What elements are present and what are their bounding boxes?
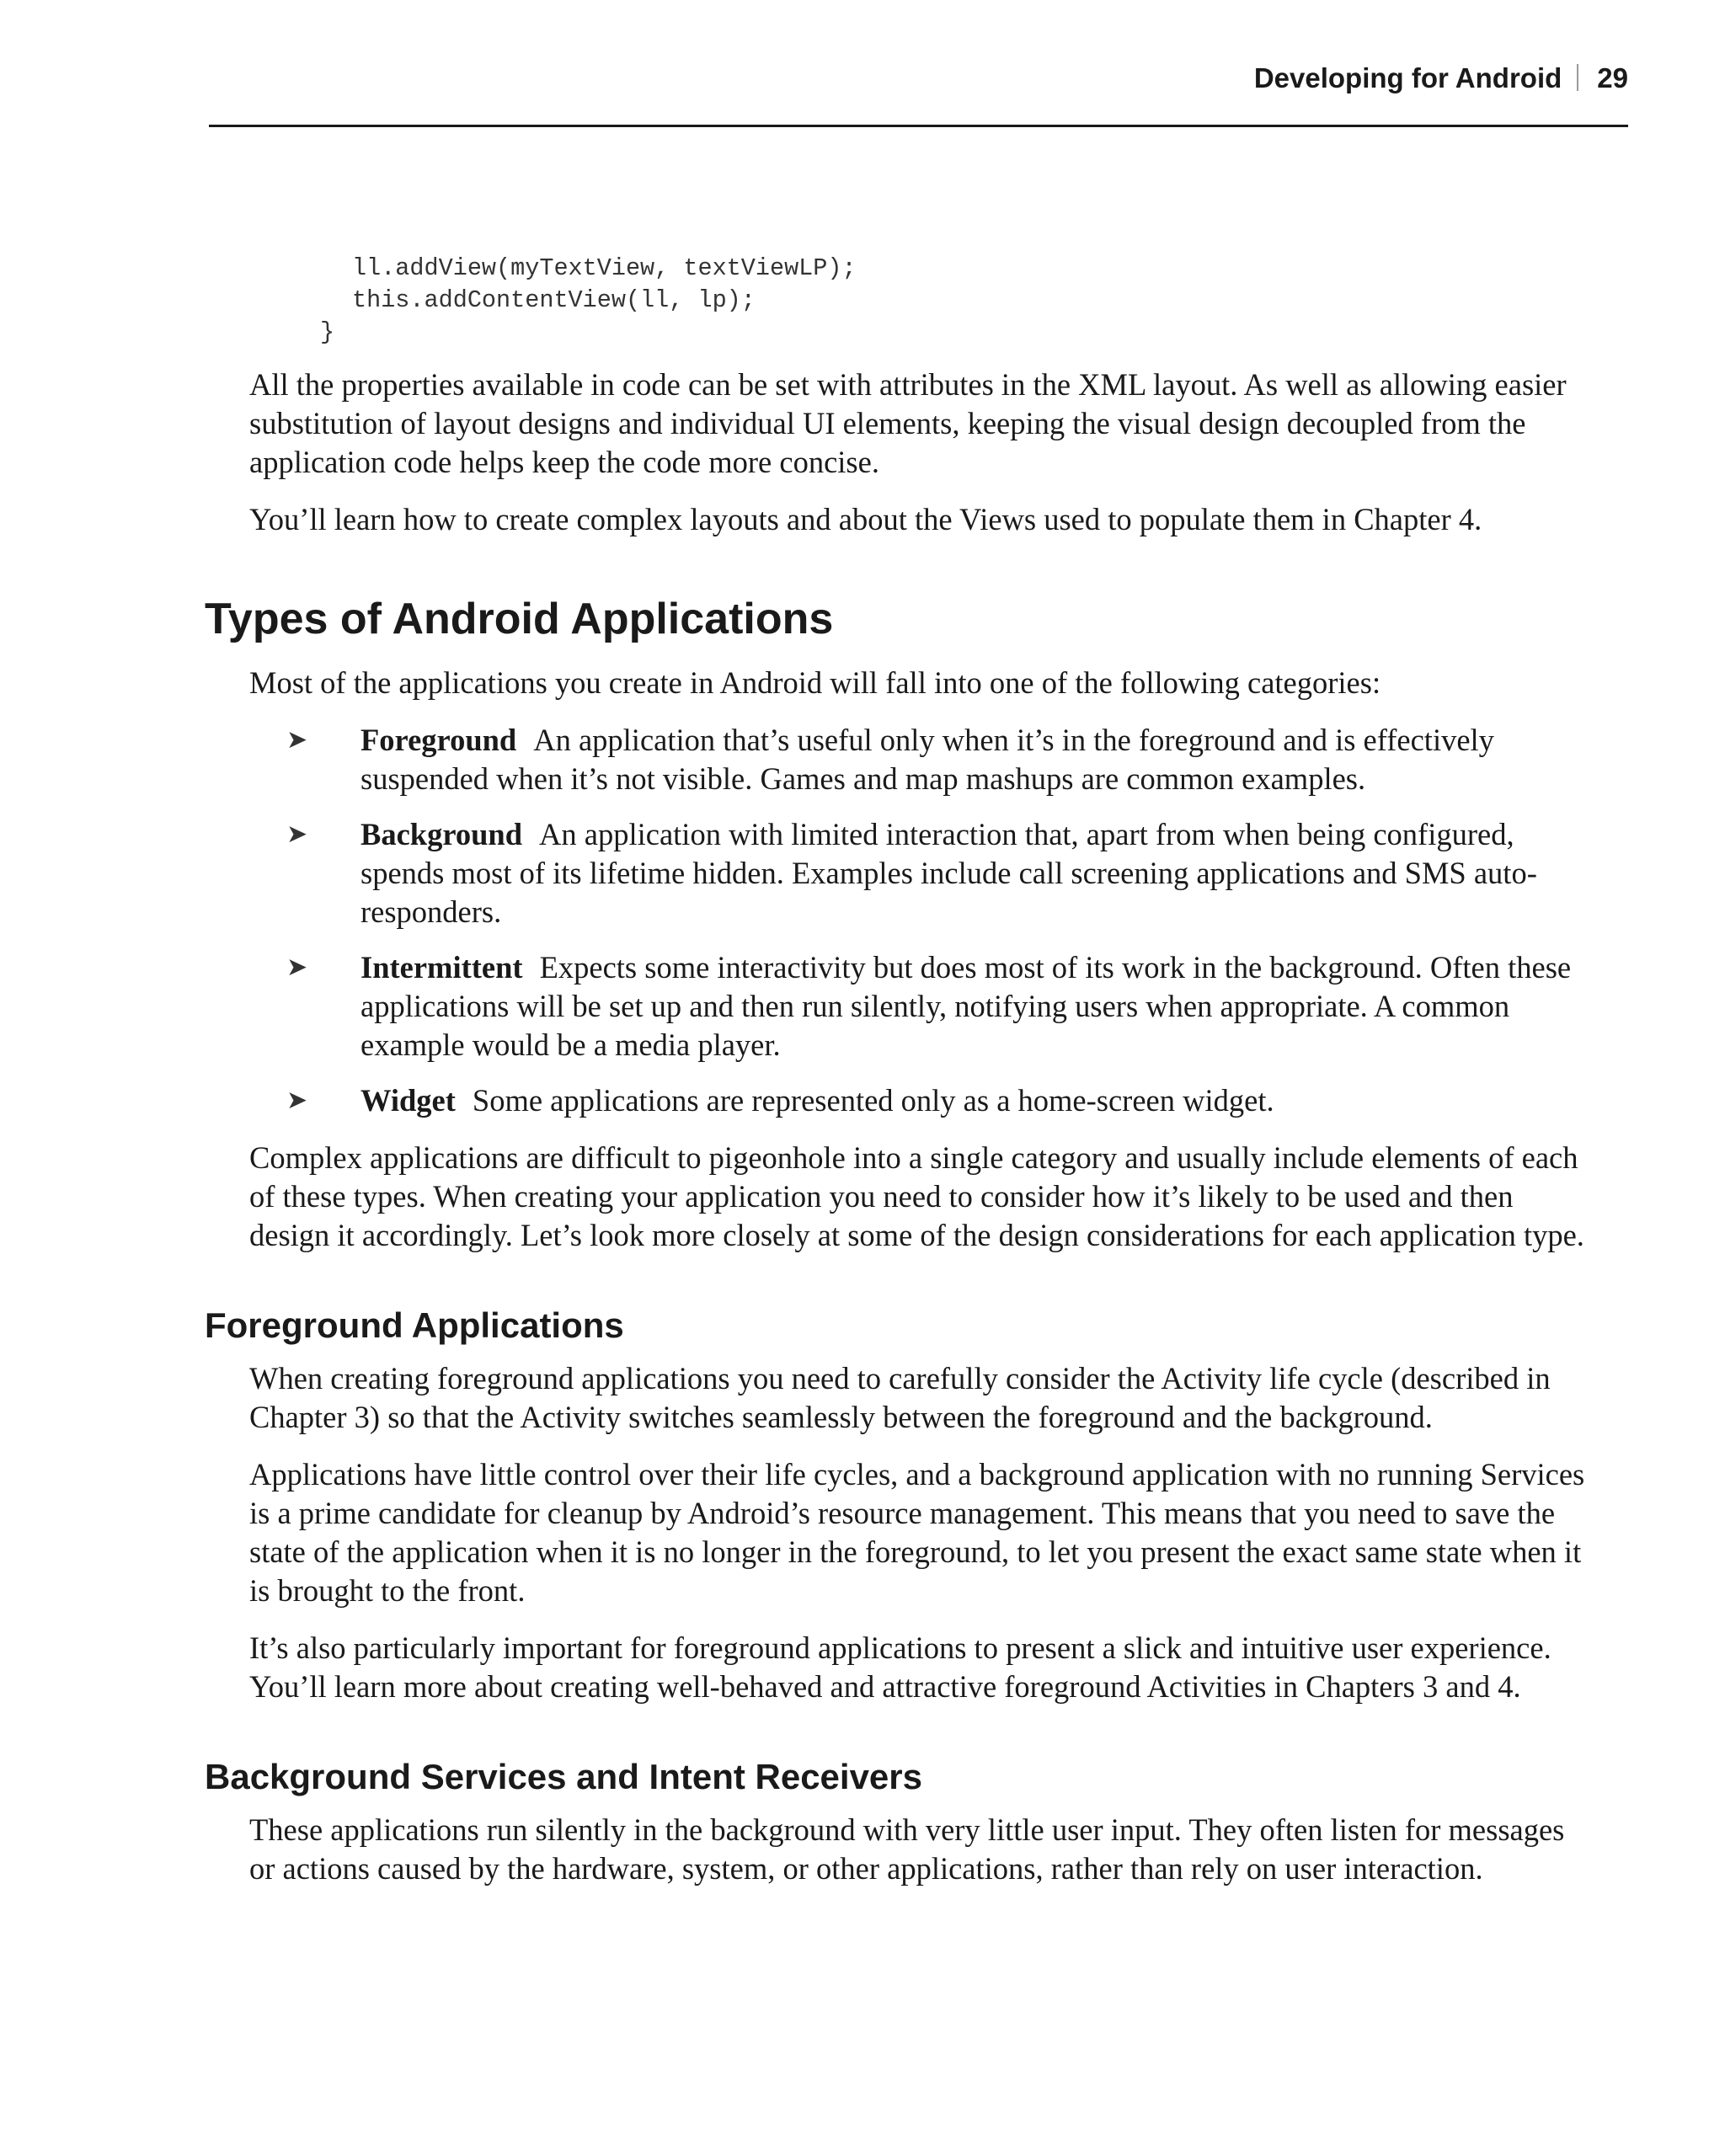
intro-paragraph-2: You’ll learn how to create complex layouts and about the Views used to populate them in Chapter 4. bbox=[249, 502, 1482, 536]
foreground-paragraph-3: It’s also particularly important for foreground applications to present a slick and intuitive user experience. You’ll learn more about creating well-behaved and attractive foreground Activities in Chapters 3 and 4. bbox=[249, 1630, 1551, 1704]
list-item-text: An application that’s useful only when it’s in the foreground and is effectively suspended when it’s not visible. Games and map mashups are common examples. bbox=[360, 723, 1494, 796]
list-item-term: Widget bbox=[360, 1083, 456, 1118]
app-types-list bbox=[0, 721, 1725, 1120]
code-block bbox=[0, 253, 1725, 349]
arrow-bullet-icon: ➤ bbox=[286, 725, 308, 755]
header-section-title: Developing for Android bbox=[1253, 62, 1562, 93]
foreground-paragraph-2: Applications have little control over their life cycles, and a background application with no running Services is a prime candidate for cleanup by Android’s resource management. This means that you need to save the state of the application when it is no longer in the foreground, to let you present the exact same state when it is brought to the front. bbox=[249, 1457, 1585, 1608]
list-item-intermittent bbox=[286, 948, 1573, 1065]
arrow-bullet-icon: ➤ bbox=[286, 819, 308, 849]
list-item-widget bbox=[286, 1081, 1573, 1120]
subsection-heading-foreground: Foreground Applications bbox=[205, 1305, 624, 1345]
code-line: ll.addView(myTextView, textViewLP); bbox=[352, 254, 857, 282]
list-item-foreground bbox=[286, 721, 1573, 798]
list-item-text: Some applications are represented only as a home-screen widget. bbox=[472, 1083, 1274, 1118]
arrow-bullet-icon: ➤ bbox=[286, 953, 308, 982]
list-item-text: An application with limited interaction that, apart from when being configured, spends most of its lifetime hidden. Examples include call screening applications and SMS auto-responders. bbox=[360, 817, 1537, 929]
arrow-bullet-icon: ➤ bbox=[286, 1086, 308, 1115]
subsection-heading-background: Background Services and Intent Receivers bbox=[205, 1757, 922, 1796]
running-header bbox=[1254, 62, 1628, 94]
list-item-background bbox=[286, 815, 1573, 931]
page-body bbox=[0, 253, 1725, 1907]
code-line: } bbox=[320, 318, 335, 346]
foreground-paragraph-1: When creating foreground applications you need to carefully consider the Activity life cycle (described in Chapter 3) so that the Activity switches seamlessly between the foreground and the background. bbox=[249, 1361, 1551, 1434]
section-heading-types: Types of Android Applications bbox=[205, 595, 834, 643]
header-rule bbox=[209, 125, 1628, 127]
list-item-term: Background bbox=[360, 817, 523, 851]
list-item-text: Expects some interactivity but does most of its work in the background. Often these applications will be set up and then run silently, notifying users when appropriate. A common example would be a media player. bbox=[360, 950, 1572, 1062]
types-lead-paragraph: Most of the applications you create in Android will fall into one of the following categories: bbox=[249, 665, 1381, 700]
intro-paragraph-1: All the properties available in code can be set with attributes in the XML layout. As well as allowing easier substitution of layout designs and individual UI elements, keeping the visual design decoupled from the application code helps keep the code more concise. bbox=[249, 367, 1567, 479]
background-paragraph-1: These applications run silently in the background with very little user input. They often listen for messages or actions caused by the hardware, system, or other applications, rather than rely on user interaction. bbox=[249, 1812, 1565, 1886]
header-separator bbox=[1577, 64, 1578, 91]
list-item-term: Foreground bbox=[360, 723, 517, 757]
types-closing-paragraph: Complex applications are difficult to pigeonhole into a single category and usually include elements of each of these types. When creating your application you need to consider how it’s likely to be used and then design it accordingly. Let’s look more closely at some of the design considerations for each application type. bbox=[249, 1140, 1584, 1252]
code-line: this.addContentView(ll, lp); bbox=[352, 286, 756, 314]
list-item-term: Intermittent bbox=[360, 950, 523, 985]
page-number: 29 bbox=[1597, 62, 1628, 93]
